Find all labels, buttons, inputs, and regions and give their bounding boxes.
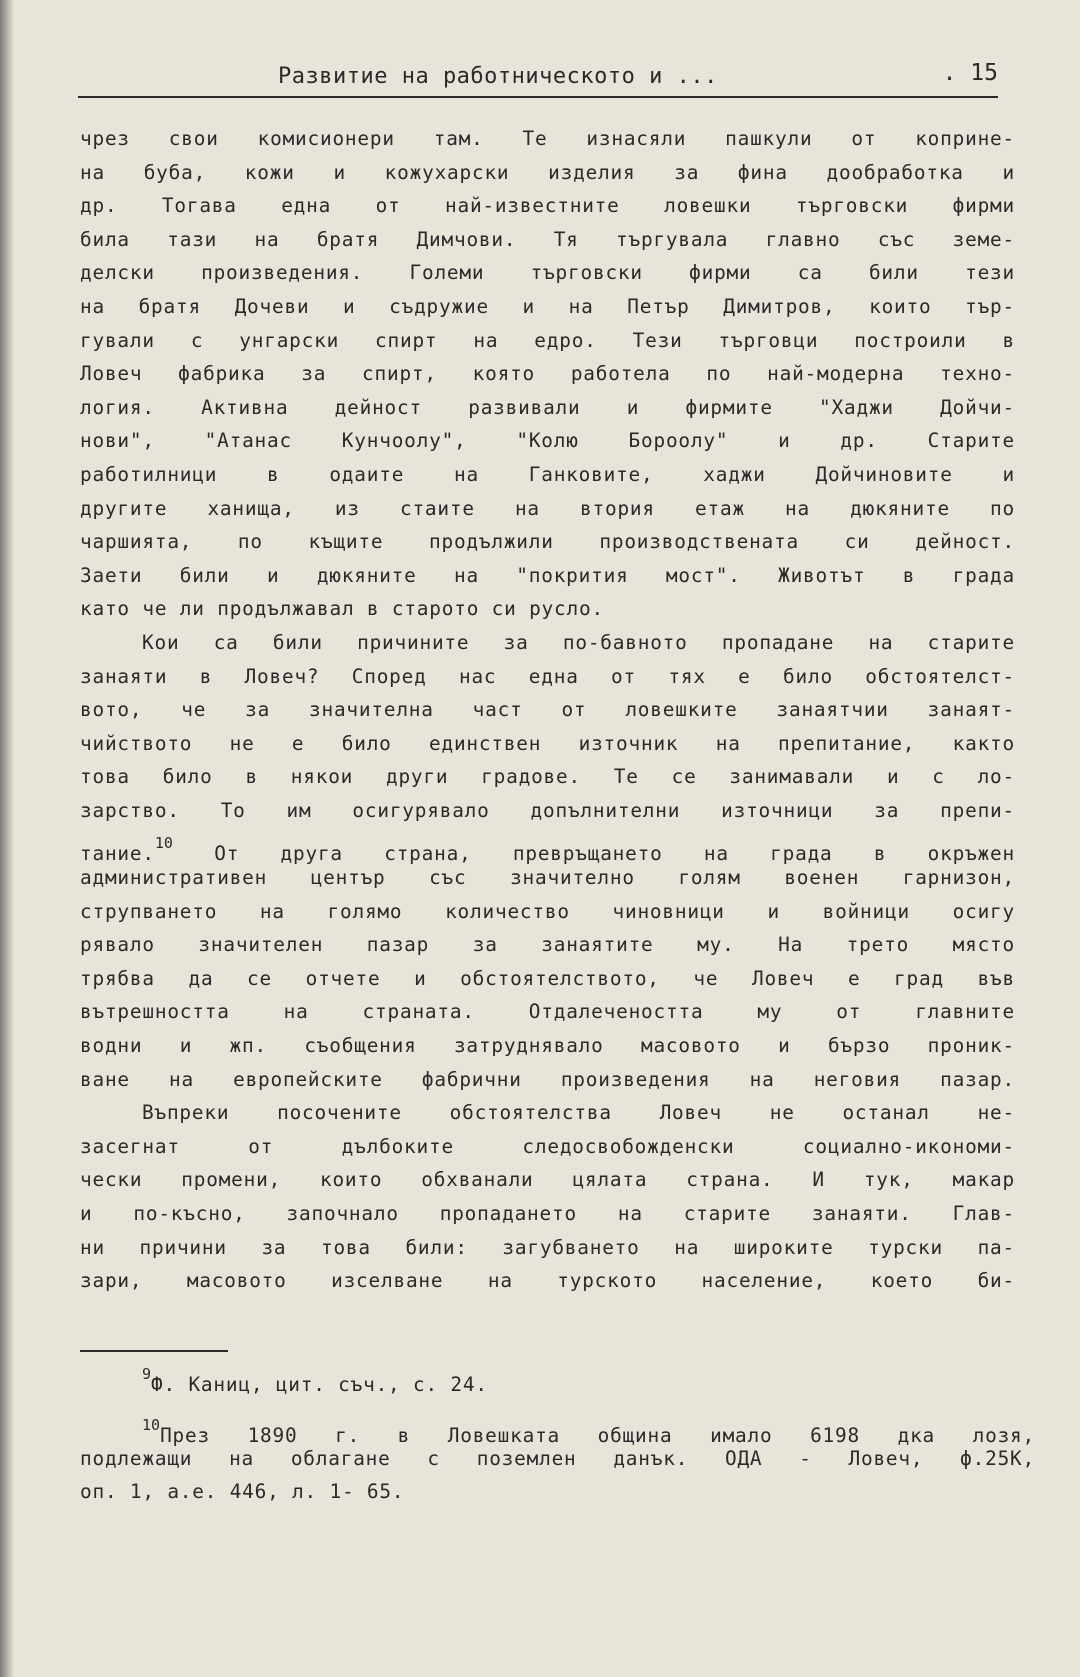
page-header <box>78 58 998 98</box>
footnote-9 <box>80 1358 1035 1396</box>
text-line: зарство. То им осигурявало допълнителни източници за препи- <box>80 798 1015 822</box>
text-line: трябва да се отчете и обстоятелството, че Ловеч е град във <box>80 966 1015 990</box>
text-line: водни и жп. съобщения затруднявало масовото и бързо проник- <box>80 1034 1015 1058</box>
text-line-with-footnote-ref <box>80 827 1015 866</box>
text-line: Ловеч фабрика за спирт, която работела по най-модерна техно- <box>80 362 1015 386</box>
header-rule <box>78 96 998 98</box>
paragraph-start-line: Кои са били причините за по-бавното пропадане на старите <box>142 630 1015 654</box>
text-line: делски произведения. Големи търговски фирми са били тези <box>80 261 1015 285</box>
text-line: чаршията, по къщите продължили производствената си дейност. <box>80 530 1015 554</box>
text-line: чийството не е било единствен източник на препитание, както <box>80 731 1015 755</box>
footnote-text: Ф. Каниц, цит. съч., с. 24. <box>151 1373 488 1396</box>
text-line: вото, че за значителна част от ловешките занаятчии занаят- <box>80 698 1015 722</box>
footnote-ref-10: 10 <box>154 834 173 853</box>
footnote-text: През 1890 г. в Ловешката община имало 6198 дка лозя, <box>160 1424 1035 1447</box>
footnote-text-line: подлежащи на облагане с поземлен данък. ОДА - Ловеч, ф.25К, <box>80 1447 1035 1470</box>
text-line: и по-късно, започнало пропадането на старите занаяти. Глав- <box>80 1202 1015 1225</box>
footnote-mark: 9 <box>142 1365 152 1383</box>
text-line: административен център със значително голям военен гарнизон, <box>80 866 1015 890</box>
inline-text: От друга страна, превръщането на града в окръжен <box>214 842 1015 866</box>
text-line: рявало значителен пазар за занаятите му. На трето място <box>80 933 1015 957</box>
text-line: работилници в одаите на Ганковите, хаджи Дойчиновите и <box>80 462 1015 486</box>
footnote-text-line: оп. 1, а.е. 446, л. 1- 65. <box>80 1480 405 1503</box>
text-line: на братя Дочеви и съдружие и на Петър Димитров, които тър- <box>80 294 1015 318</box>
text-line: била тази на братя Димчови. Тя търгувала главно със земе- <box>80 227 1015 251</box>
footnote-10 <box>80 1409 1035 1447</box>
text-line: чески промени, които обхванали цялата страна. И тук, макар <box>80 1168 1015 1192</box>
text-line: другите ханища, из стаите на втория етаж на дюкяните по <box>80 496 1015 520</box>
running-title: Развитие на работническото и ... <box>278 64 718 89</box>
body-text <box>80 122 1015 1298</box>
text-line: логия. Активна дейност развивали и фирмите "Хаджи Дойчи- <box>80 395 1015 419</box>
inline-text: тание. <box>80 842 155 866</box>
text-line: ване на европейските фабрични произведения на неговия пазар. <box>80 1067 1015 1091</box>
text-line: струпването на голямо количество чиновници и войници осигу <box>80 899 1015 923</box>
text-line: зари, масовото изселване на турското население, което би- <box>80 1269 1015 1293</box>
book-spine-edge <box>0 0 14 1677</box>
paragraph-start-line: Въпреки посочените обстоятелства Ловеч не останал не- <box>142 1101 1015 1125</box>
text-line: чрез свои комисионери там. Те изнасяли пашкули от коприне- <box>80 127 1015 150</box>
text-line: занаяти в Ловеч? Според нас една от тях е било обстоятелст- <box>80 664 1015 688</box>
text-line: това било в някои други градове. Те се занимавали и с ло- <box>80 765 1015 789</box>
text-line: като че ли продължавал в старото си русло. <box>80 597 604 621</box>
footnote-rule <box>80 1350 228 1352</box>
text-line: вътрешността на страната. Отдалечеността му от главните <box>80 1000 1015 1024</box>
text-line: засегнат от дълбоките следосвобожденски социално-икономи- <box>80 1134 1015 1158</box>
text-line: ни причини за това били: загубването на широките турски па- <box>80 1235 1015 1259</box>
footnote-mark: 10 <box>142 1416 161 1434</box>
footnotes <box>80 1358 1035 1508</box>
text-line: гували с унгарски спирт на едро. Тези търговци построили в <box>80 328 1015 352</box>
text-line: нови", "Атанас Кунчоолу", "Колю Бороолу" и др. Старите <box>80 429 1015 453</box>
page-number: . 15 <box>942 60 998 86</box>
text-line: др. Тогава една от най-известните ловешки търговски фирми <box>80 194 1015 218</box>
text-line: Заети били и дюкяните на "покрития мост". Животът в града <box>80 563 1015 587</box>
text-line: на буба, кожи и кожухарски изделия за фина дообработка и <box>80 160 1015 184</box>
